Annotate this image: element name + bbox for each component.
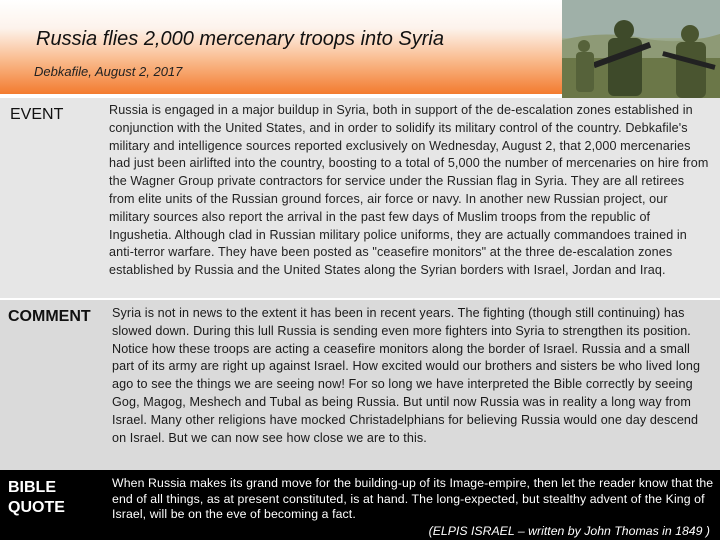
bible-quote-section [0, 470, 720, 540]
event-text: Russia is engaged in a major buildup in Syria, both in support of the de-escalation zones established in conjunction with the United States, and in order to solidify its military control of the country. Debkafile's military and intelligence sources reported exclusively on Wednesday, August 2, that 2,000 mercenaries had just been airlifted into the country, boosting to a total of 5,000 the number of mercenaries on hire from the Wagner Group private contractors for service under the Russian flag in Syria. They are all retirees from elite units of the Russian ground forces, air force or navy. In another new Russian project, our military sources also report the arrival in the past few days of Muslim troops from the republic of Ingushetia. Although clad in Russian military police uniforms, they are actually commandoes trained in anti-terror warfare. They have been posted as "ceasefire monitors" at the three de-escalation zones established by Russia and the United States along the Syrian borders with Israel, Jordan and Iraq. [109, 103, 709, 278]
comment-section [0, 300, 720, 470]
bible-quote-label: BIBLE QUOTE [8, 479, 65, 516]
source-line: Debkafile, August 2, 2017 [34, 64, 183, 79]
soldiers-photo [562, 0, 720, 98]
event-label: EVENT [10, 106, 64, 123]
comment-text: Syria is not in news to the extent it has been in recent years. The fighting (though still continuing) has slowed down. During this lull Russia is sending even more fighters into Syria to strengthen its position. Notice how these troops are acting a ceasefire monitors along the border of Israel. Russia and a small part of its army are right up against Israel. How excited would our brothers and sisters be who lived long ago to see the things we are seeing now! For so long we have interpreted the Bible correctly by seeing Gog, Magog, Meshech and Tubal as being Russia. But until now Russia was in reality a long way from Israel. Many other religions have mocked Christadelphians for believing Russia would one day descend on Israel. But we can now see how close we are to this. [112, 306, 701, 445]
bible-quote-text: When Russia makes its grand move for the building-up of its Image-empire, then let the reader know that the end of all things, as at present constituted, is at hand. The long-expected, but stealthy advent of the King of Israel, will be on the eve of becoming a fact. [112, 476, 714, 521]
comment-label: COMMENT [8, 308, 91, 325]
event-section [0, 98, 720, 298]
soldiers-photo-illustration [562, 0, 720, 98]
page-title: Russia flies 2,000 mercenary troops into Syria [36, 28, 444, 50]
header-banner [0, 0, 562, 94]
quote-attribution: (ELPIS ISRAEL – written by John Thomas in 1849 ) [428, 524, 710, 538]
